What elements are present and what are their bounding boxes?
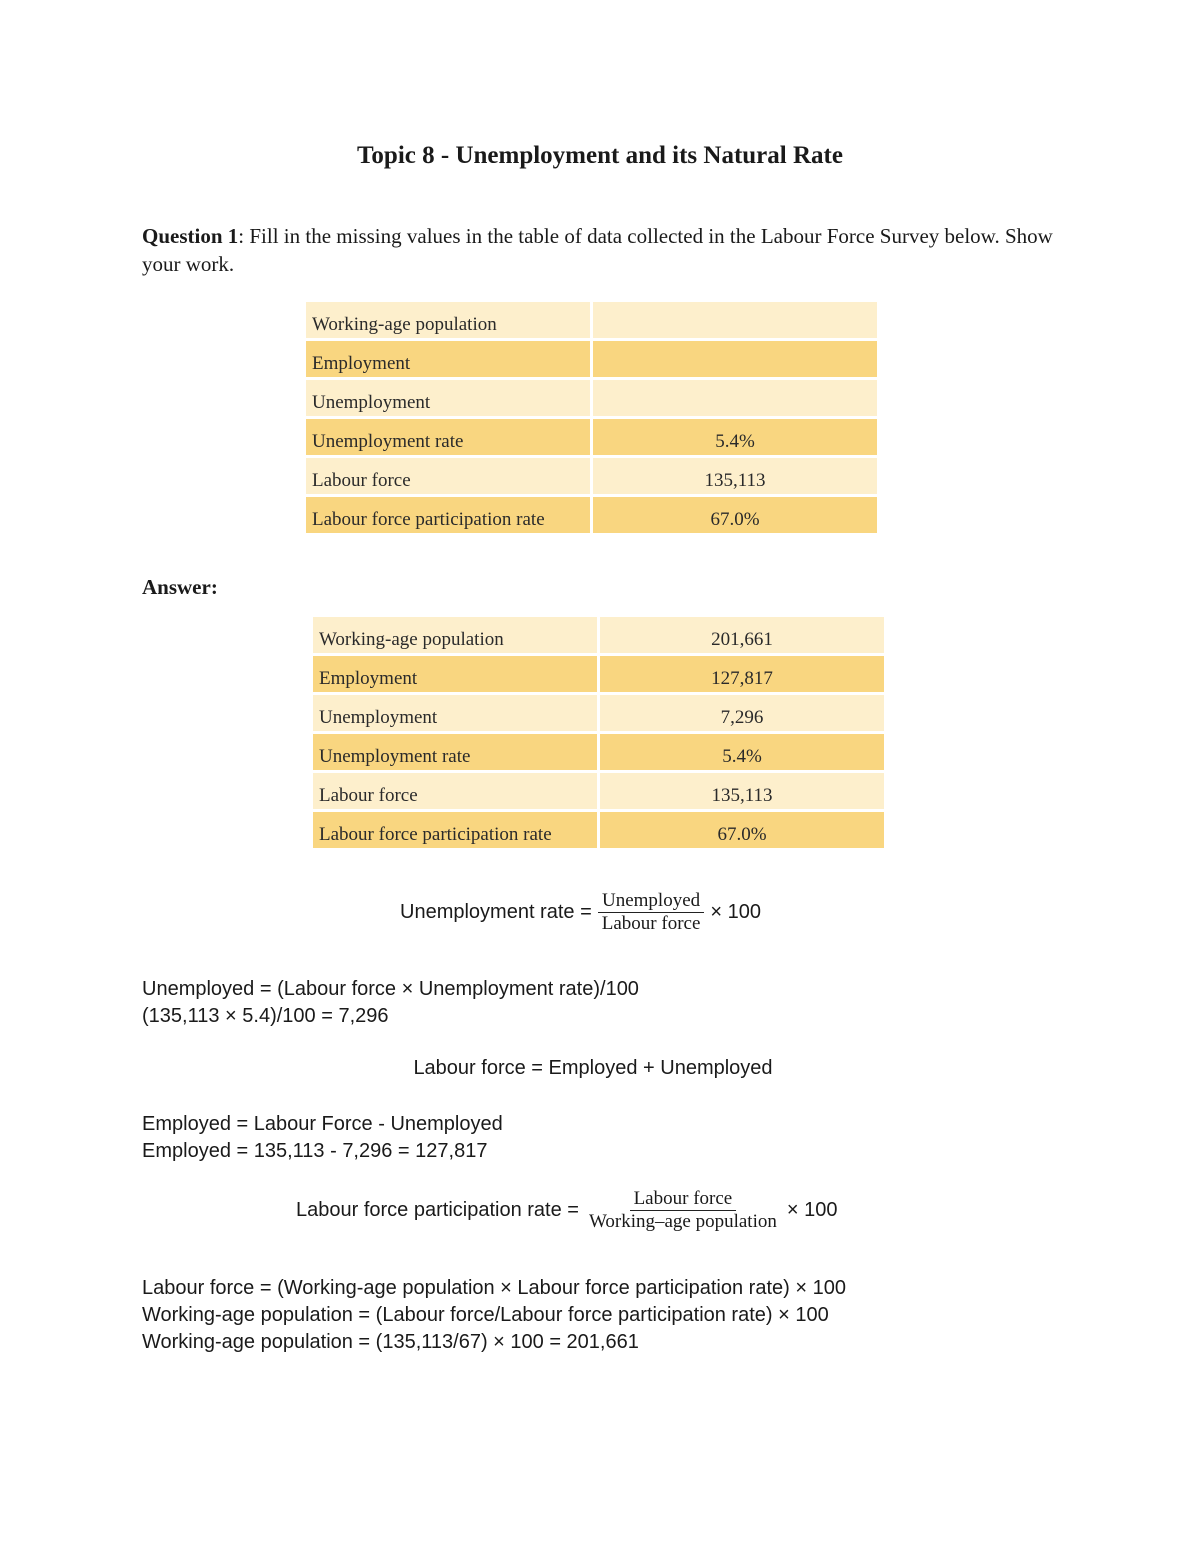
table-row — [306, 302, 877, 338]
table-row — [313, 773, 884, 809]
calc-line: Working-age population = (Labour force/Labour force participation rate) × 100 — [142, 1304, 829, 1326]
table-row — [313, 734, 884, 770]
question-text — [142, 222, 1062, 278]
row-label: Working-age population — [313, 617, 597, 653]
table-row — [306, 419, 877, 455]
row-label: Employment — [306, 341, 590, 377]
row-label: Labour force participation rate — [306, 497, 590, 533]
table-row — [306, 380, 877, 416]
unemployment-rate-formula — [400, 890, 761, 935]
row-label: Labour force participation rate — [313, 812, 597, 848]
calc-line: (135,113 × 5.4)/100 = 7,296 — [142, 1005, 389, 1027]
unemployed-calculation — [142, 976, 639, 1030]
row-label: Unemployment — [313, 695, 597, 731]
table-row — [306, 497, 877, 533]
row-label: Unemployment — [306, 380, 590, 416]
answer-label: Answer: — [142, 575, 218, 599]
row-value: 135,113 — [593, 458, 877, 494]
row-label: Unemployment rate — [306, 419, 590, 455]
participation-rate-formula — [296, 1188, 837, 1233]
labour-force-formula: Labour force = Employed + Unemployed — [413, 1057, 773, 1079]
question-table — [303, 299, 880, 536]
table-row — [313, 656, 884, 692]
row-value: 5.4% — [600, 734, 884, 770]
table-row — [313, 695, 884, 731]
row-label: Labour force — [306, 458, 590, 494]
denominator: Labour force — [601, 913, 701, 934]
row-label: Unemployment rate — [313, 734, 597, 770]
row-value — [593, 341, 877, 377]
page-title: Topic 8 - Unemployment and its Natural Rate — [357, 142, 843, 169]
calc-line: Employed = Labour Force - Unemployed — [142, 1113, 503, 1135]
row-value: 127,817 — [600, 656, 884, 692]
row-value — [593, 380, 877, 416]
formula-rhs: × 100 — [786, 1199, 838, 1221]
numerator: Unemployed — [598, 890, 704, 913]
row-label: Employment — [313, 656, 597, 692]
row-value: 67.0% — [600, 812, 884, 848]
answer-table — [310, 614, 887, 851]
table-row — [313, 617, 884, 653]
row-value — [593, 302, 877, 338]
denominator: Working–age population — [588, 1211, 777, 1232]
calc-line: Labour force = (Working-age population × Labour force participation rate) × 100 — [142, 1277, 846, 1299]
row-value: 201,661 — [600, 617, 884, 653]
row-value: 5.4% — [593, 419, 877, 455]
formula-lhs: Labour force participation rate = — [296, 1199, 579, 1221]
calc-line: Unemployed = (Labour force × Unemployment rate)/100 — [142, 978, 639, 1000]
row-label: Working-age population — [306, 302, 590, 338]
question-body: : Fill in the missing values in the table of data collected in the Labour Force Survey below. Show your work. — [142, 224, 1053, 276]
numerator: Labour force — [630, 1188, 737, 1211]
fraction — [585, 1188, 781, 1233]
formula-rhs: × 100 — [710, 901, 762, 923]
row-value: 135,113 — [600, 773, 884, 809]
fraction — [598, 890, 705, 935]
formula-lhs: Unemployment rate = — [400, 901, 592, 923]
question-label: Question 1 — [142, 224, 239, 248]
working-age-calculation — [142, 1275, 846, 1356]
table-row — [306, 458, 877, 494]
employed-calculation — [142, 1111, 503, 1165]
row-value: 67.0% — [593, 497, 877, 533]
table-row — [306, 341, 877, 377]
table-row — [313, 812, 884, 848]
row-label: Labour force — [313, 773, 597, 809]
calc-line: Employed = 135,113 - 7,296 = 127,817 — [142, 1140, 488, 1162]
calc-line: Working-age population = (135,113/67) × 100 = 201,661 — [142, 1331, 639, 1353]
row-value: 7,296 — [600, 695, 884, 731]
